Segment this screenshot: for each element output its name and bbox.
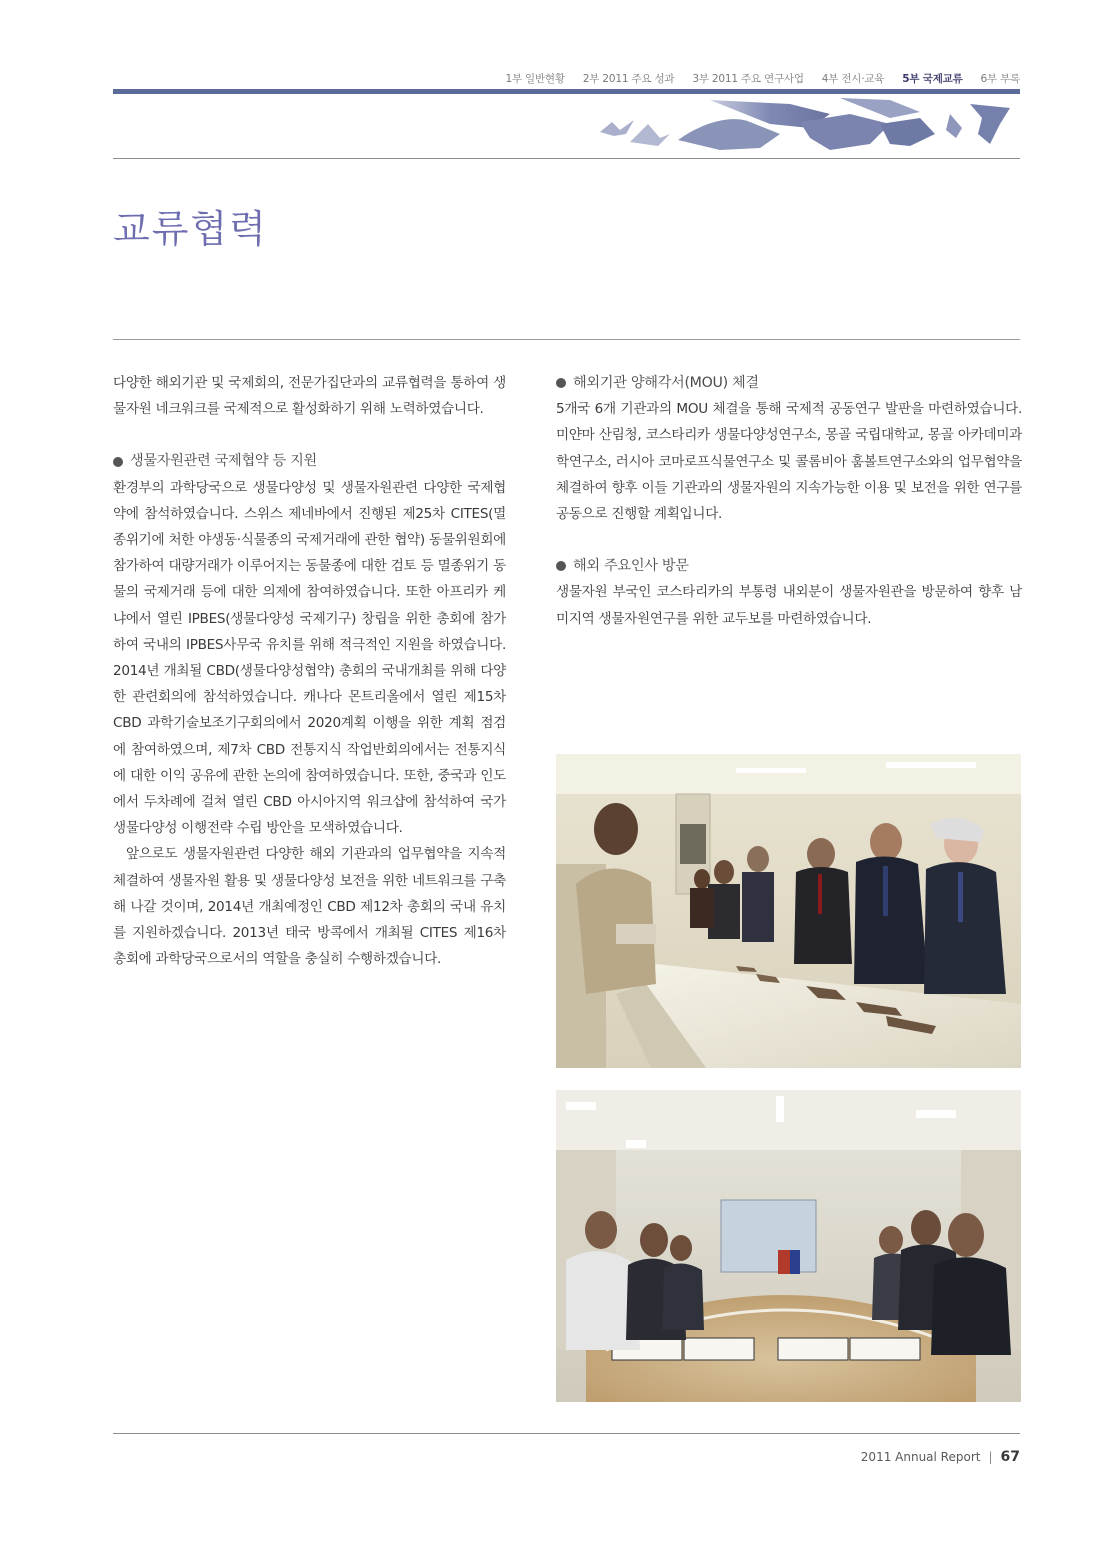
title-rule bbox=[113, 339, 1020, 340]
body-paragraph: 생물자원 부국인 코스타리카의 부통령 내외분이 생물자원관을 방문하여 향후 남미지역 생물자원연구를 위한 교두보를 마련하였습니다. bbox=[556, 584, 1022, 627]
bird-silhouettes-decoration bbox=[590, 94, 1020, 156]
nav-item-part1[interactable]: 1부 일반현황 bbox=[505, 73, 565, 85]
bullet-icon bbox=[113, 457, 123, 467]
section-heading-label: 해외기관 양해각서(MOU) 체결 bbox=[573, 375, 759, 391]
right-column bbox=[556, 370, 1022, 632]
body-paragraph: 5개국 6개 기관과의 MOU 체결을 통해 국제적 공동연구 발판을 마련하였습니다. 미얀마 산림청, 코스타리카 생물다양성연구소, 몽골 국립대학교, 몽골 아카데미과학연구소, 러시아 코마로프식물연구소 및 콜롬비아 훔볼트연구소와의 업무협약을 체결하여 향후 이들 기관과의 생물자원의 지속가능한 이용 및 보전을 위한 연구를 공동으로 진행할 계획입니다. bbox=[556, 401, 1022, 523]
chapter-nav bbox=[505, 71, 1020, 86]
footer-rule bbox=[113, 1433, 1020, 1434]
photo-specimen-viewing bbox=[556, 754, 1021, 1068]
nav-item-part3[interactable]: 3부 2011 주요 연구사업 bbox=[692, 73, 804, 85]
bullet-icon bbox=[556, 561, 566, 571]
spacer bbox=[556, 527, 1022, 553]
section-heading-international-agreements bbox=[113, 448, 506, 474]
section-heading-mou bbox=[556, 370, 1022, 396]
section-heading-visits bbox=[556, 553, 1022, 579]
nav-item-part4[interactable]: 4부 전시·교육 bbox=[821, 73, 885, 85]
nav-item-part6[interactable]: 6부 부록 bbox=[980, 73, 1020, 85]
footer-separator: | bbox=[988, 1450, 993, 1464]
body-paragraph: 환경부의 과학당국으로 생물다양성 및 생물자원관련 다양한 국제협약에 참석하였습니다. 스위스 제네바에서 진행된 제25차 CITES(멸종위기에 처한 야생동·식물종의 국제거래에 관한 협약) 동물위원회에 참가하여 대량거래가 이루어지는 동물종에 대한 검토 등 멸종위기 동물의 국제거래 등에 대한 의제에 참여하였습니다. 또한 아프리카 케냐에서 열린 IPBES(생물다양성 국제기구) 창립을 위한 총회에 참가하여 국내의 IPBES사무국 유치를 위해 적극적인 지원을 하였습니다. 2014년 개최될 CBD(생물다양성협약) 총회의 국내개최를 위해 다양한 관련회의에 참석하였습니다. 캐나다 몬트리올에서 열린 제15차 CBD 과학기술보조기구회의에서 2020계획 이행을 위한 계획 점검에 참여하였으며, 제7차 CBD 전통지식 작업반회의에서는 전통지식에 대한 이익 공유에 관한 논의에 참여하였습니다. 또한, 중국과 인도에서 두차례에 걸쳐 열린 CBD 아시아지역 워크샵에 참석하여 국가생물다양성 이행전략 수립 방안을 모색하였습니다. bbox=[113, 479, 506, 837]
photo-mou-signing bbox=[556, 1090, 1021, 1402]
nav-item-part2[interactable]: 2부 2011 주요 성과 bbox=[582, 73, 675, 85]
nav-item-part5[interactable]: 5부 국제교류 bbox=[902, 73, 963, 85]
spacer bbox=[113, 422, 506, 448]
section-heading-label: 해외 주요인사 방문 bbox=[573, 558, 689, 575]
page-footer bbox=[861, 1449, 1020, 1465]
report-label: 2011 Annual Report bbox=[860, 1450, 981, 1464]
intro-paragraph: 다양한 해외기관 및 국제회의, 전문가집단과의 교류협력을 통하여 생물자원 네크워크를 국제적으로 활성화하기 위해 노력하였습니다. bbox=[113, 375, 506, 418]
body-paragraph: 앞으로도 생물자원관련 다양한 해외 기관과의 업무협약을 지속적 체결하여 생물자원 활용 및 생물다양성 보전을 위한 네트워크를 구축해 나갈 것이며, 2014년 개최예정인 CBD 제12차 총회의 국내 유치를 지원하겠습니다. 2013년 태국 방콕에서 개최될 CITES 제16차 총회에 과학당국으로서의 역할을 충실히 수행하겠습니다. bbox=[113, 846, 506, 968]
page-title: 교류협력 bbox=[113, 207, 268, 251]
section-heading-label: 생물자원관련 국제협약 등 지원 bbox=[130, 453, 317, 470]
left-column bbox=[113, 370, 506, 972]
bullet-icon bbox=[556, 378, 566, 388]
header-rule bbox=[113, 158, 1020, 159]
page-number: 67 bbox=[1000, 1449, 1020, 1465]
